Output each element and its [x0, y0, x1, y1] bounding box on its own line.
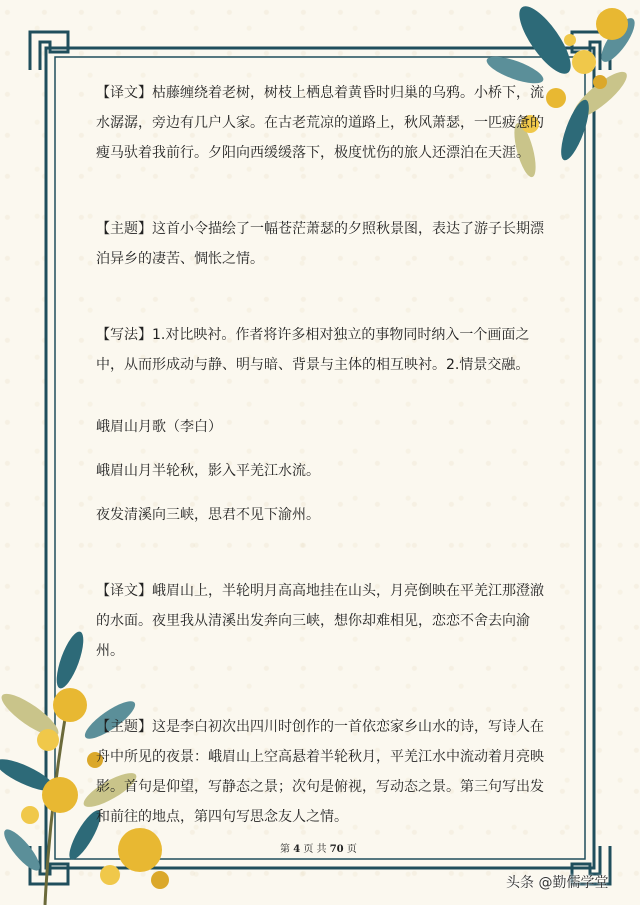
translation-paragraph-2: 【译文】峨眉山上，半轮明月高高地挂在山头，月亮倒映在平羌江那澄澈的水面。夜里我从清溪出发奔向三峡，想你却难相见，恋恋不舍去向渝州。	[96, 583, 544, 659]
current-page-number: 4	[293, 844, 301, 855]
poem-line-1: 峨眉山月半轮秋，影入平羌江水流。	[96, 463, 320, 479]
footer-middle: 页 共	[303, 844, 327, 855]
footer-prefix: 第	[280, 844, 290, 855]
page-number-footer	[280, 840, 357, 855]
total-page-number: 70	[329, 844, 344, 855]
source-watermark: 头条 @勤儒学堂	[506, 875, 609, 891]
theme-paragraph-2: 【主题】这是李白初次出四川时创作的一首依恋家乡山水的诗，写诗人在舟中所见的夜景：峨眉山上空高悬着半轮秋月，平羌江水中流动着月亮映影。首句是仰望，写静态之景；次句是俯视，写动态之景。第三句写出发和前往的地点，第四句写思念友人之情。	[96, 719, 544, 825]
poem-line-2: 夜发清溪向三峡，思君不见下渝州。	[96, 507, 320, 523]
footer-suffix: 页	[346, 844, 357, 855]
poem-title: 峨眉山月歌（李白）	[96, 419, 222, 435]
translation-paragraph-1: 【译文】枯藤缠绕着老树，树枝上栖息着黄昏时归巢的乌鸦。小桥下，流水潺潺，旁边有几户人家。在古老荒凉的道路上，秋风萧瑟，一匹疲惫的瘦马驮着我前行。夕阳向西缓缓落下，极度忧伤的旅人还漂泊在天涯。	[96, 85, 544, 161]
document-body	[96, 78, 551, 832]
theme-paragraph-1: 【主题】这首小令描绘了一幅苍茫萧瑟的夕照秋景图，表达了游子长期漂泊异乡的凄苦、惆怅之情。	[96, 221, 544, 267]
corner-fret-top-left	[30, 32, 68, 70]
technique-paragraph: 【写法】1.对比映衬。作者将许多相对独立的事物同时纳入一个画面之中，从而形成动与静、明与暗、背景与主体的相互映衬。2.情景交融。	[96, 327, 530, 373]
